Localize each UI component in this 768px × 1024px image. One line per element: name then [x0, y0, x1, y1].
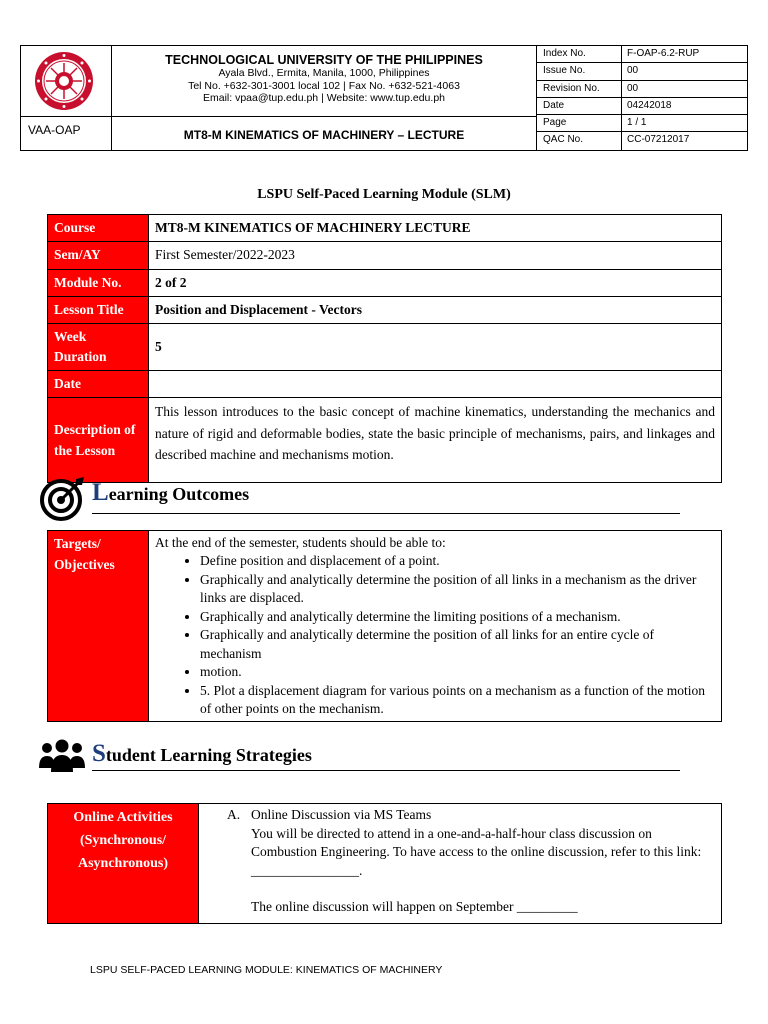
activity-marker: A.: [227, 807, 241, 822]
page-footer: LSPU SELF-PACED LEARNING MODULE: KINEMATICS OF MACHINERY: [90, 964, 443, 976]
lesson-value: Position and Displacement - Vectors: [149, 297, 722, 324]
meta-value: F-OAP-6.2-RUP: [627, 48, 700, 59]
heading-rule: [92, 770, 680, 771]
tup-seal-logo: [34, 51, 94, 111]
activity-note: The online discussion will happen on September _________: [251, 899, 578, 914]
office-code: VAA-OAP: [21, 117, 112, 150]
activity-title: Online Discussion via MS Teams: [251, 807, 432, 822]
strategies-heading: [40, 732, 680, 778]
description-value: This lesson introduces to the basic concept of machine kinematics, understanding the mechanics and nature of rigid and deformable bodies, state the basic principle of mechanisms, pairs, and linkages and described machine and mechanisms motion.: [149, 398, 722, 483]
module-value: 2 of 2: [149, 270, 722, 297]
meta-row: [537, 115, 747, 132]
meta-value: CC-07212017: [627, 134, 690, 146]
university-name: TECHNOLOGICAL UNIVERSITY OF THE PHILIPPINES: [165, 53, 483, 67]
list-item: • Graphically and analytically determine the limiting positions of a mechanism.: [200, 608, 715, 627]
meta-key: Date: [537, 98, 622, 114]
document-meta: [537, 46, 747, 150]
activity-text: You will be directed to attend in a one-and-a-half-hour class discussion on Combustion Engineering. To have access to the online discussion, refer to this link: ________________.: [251, 825, 702, 878]
table-row: [48, 398, 722, 483]
course-info-table: [47, 214, 722, 483]
list-item: • Define position and displacement of a point.: [200, 552, 715, 571]
learning-outcomes-heading: [40, 475, 680, 521]
strategies-table: [47, 803, 722, 924]
meta-key: Issue No.: [537, 63, 622, 79]
date-label: Date: [48, 371, 149, 398]
heading-initial: S: [92, 740, 106, 767]
meta-row: [537, 81, 747, 98]
heading-rest: tudent Learning Strategies: [105, 745, 312, 765]
heading-initial: L: [92, 479, 109, 506]
table-row: [48, 371, 722, 398]
heading-rule: [92, 513, 680, 514]
course-value: MT8-M KINEMATICS OF MACHINERY LECTURE: [149, 215, 722, 242]
meta-row: [537, 63, 747, 80]
sem-label: Sem/AY: [48, 242, 149, 270]
document-header: [20, 45, 748, 151]
list-item: • Graphically and analytically determine the position of all links for an entire cycle of mechanism: [200, 626, 715, 663]
module-title: LSPU Self-Paced Learning Module (SLM): [257, 187, 511, 202]
list-item: • 5. Plot a displacement diagram for various points on a mechanism as a function of the motion of other points on the mechanism.: [200, 682, 715, 719]
activity-item: [227, 806, 715, 917]
module-label: Module No.: [48, 270, 149, 297]
week-value: 5: [149, 324, 722, 371]
meta-value: 00: [627, 82, 639, 94]
heading-rest: earning Outcomes: [108, 484, 250, 504]
meta-value: 04242018: [627, 99, 672, 111]
week-label: Week Duration: [48, 324, 149, 371]
meta-row: [537, 98, 747, 115]
meta-key: Page: [537, 115, 622, 131]
meta-value: 1 / 1: [627, 117, 647, 129]
sem-value: First Semester/2022-2023: [149, 242, 722, 270]
logo-cell: [21, 46, 112, 117]
university-block: [112, 46, 537, 117]
objectives-cell: [149, 531, 722, 722]
people-group-icon: [38, 738, 86, 778]
table-row: [48, 297, 722, 324]
date-value: [149, 371, 722, 398]
list-item: • Graphically and analytically determine the position of all links in a mechanism as the driver links are displaced.: [200, 571, 715, 608]
meta-key: Index No.: [537, 46, 622, 62]
university-address: Ayala Blvd., Ermita, Manila, 1000, Philippines: [218, 67, 430, 79]
meta-row: [537, 132, 747, 149]
header-course-title: MT8-M KINEMATICS OF MACHINERY – LECTURE: [112, 117, 537, 150]
strategies-title: [92, 740, 312, 768]
table-row: [48, 242, 722, 270]
objectives-list: [155, 552, 715, 719]
lesson-label: Lesson Title: [48, 297, 149, 324]
university-contact: Tel No. +632-301-3001 local 102 | Fax No. +632-521-4063: [188, 79, 460, 92]
university-email: Email: vpaa@tup.edu.ph | Website: www.tup.edu.ph: [203, 92, 445, 104]
description-label: Description of the Lesson: [48, 398, 149, 483]
list-item: • motion.: [200, 663, 715, 682]
learning-outcomes-table: [47, 530, 722, 722]
online-activities-cell: [199, 804, 722, 924]
table-row: [48, 324, 722, 371]
table-row: [48, 215, 722, 242]
objectives-intro: At the end of the semester, students should be able to:: [155, 535, 446, 550]
learning-outcomes-title: [92, 479, 249, 507]
meta-value: 00: [627, 65, 639, 77]
table-row: [48, 270, 722, 297]
meta-key: QAC No.: [537, 132, 622, 149]
meta-key: Revision No.: [537, 81, 622, 97]
meta-row: [537, 46, 747, 63]
target-icon: [40, 475, 86, 521]
online-activities-label: Online Activities (Synchronous/ Asynchronous): [48, 804, 199, 924]
targets-label: Targets/ Objectives: [48, 531, 149, 722]
table-row: [48, 804, 722, 924]
table-row: [48, 531, 722, 722]
course-label: Course: [48, 215, 149, 242]
